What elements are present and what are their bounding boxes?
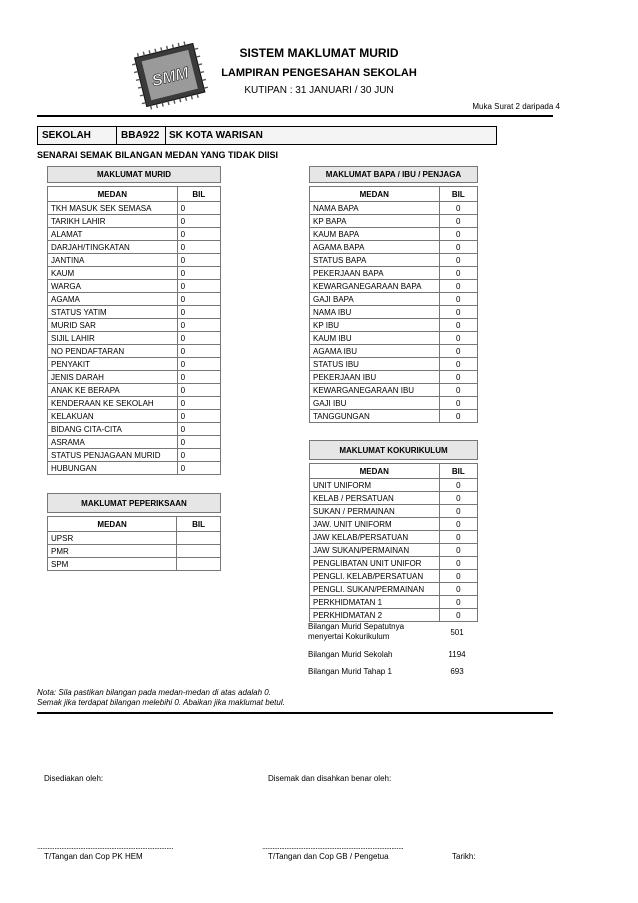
murid-row-medan: STATUS PENJAGAAN MURID — [48, 449, 178, 462]
bapa-row-bil: 0 — [439, 202, 477, 215]
murid-row-bil: 0 — [177, 384, 220, 397]
murid-row — [48, 202, 221, 215]
kokurikulum-row-medan: PERKHIDMATAN 2 — [310, 609, 440, 622]
peperiksaan-row-bil — [177, 545, 221, 558]
murid-row — [48, 423, 221, 436]
murid-row — [48, 215, 221, 228]
murid-row — [48, 254, 221, 267]
murid-row-medan: PENYAKIT — [48, 358, 178, 371]
murid-row-bil: 0 — [177, 267, 220, 280]
murid-row-medan: KENDERAAN KE SEKOLAH — [48, 397, 178, 410]
bapa-row-bil: 0 — [439, 293, 477, 306]
bapa-row-medan: AGAMA BAPA — [310, 241, 440, 254]
murid-row-bil: 0 — [177, 293, 220, 306]
kokurikulum-row — [310, 596, 478, 609]
kokurikulum-row-medan: PENGLIBATAN UNIT UNIFOR — [310, 557, 440, 570]
bapa-row — [310, 267, 478, 280]
summary-kokurikulum-label-2: menyertai Kokurikulum — [308, 632, 390, 641]
murid-row — [48, 267, 221, 280]
murid-row — [48, 449, 221, 462]
bapa-row-medan: STATUS BAPA — [310, 254, 440, 267]
murid-row-bil: 0 — [177, 319, 220, 332]
bapa-row-bil: 0 — [439, 267, 477, 280]
bapa-row — [310, 397, 478, 410]
bapa-row-medan: KP BAPA — [310, 215, 440, 228]
kokurikulum-row-bil: 0 — [439, 479, 477, 492]
murid-row-bil: 0 — [177, 397, 220, 410]
signature-label-left: T/Tangan dan Cop PK HEM — [44, 852, 143, 861]
kokurikulum-row-medan: JAW SUKAN/PERMAINAN — [310, 544, 440, 557]
kokurikulum-row — [310, 479, 478, 492]
note — [37, 688, 285, 708]
murid-row-bil: 0 — [177, 371, 220, 384]
bapa-row-medan: KP IBU — [310, 319, 440, 332]
murid-row-bil: 0 — [177, 215, 220, 228]
peperiksaan-col-bil: BIL — [177, 517, 221, 532]
peperiksaan-row-medan: PMR — [48, 545, 177, 558]
bapa-row-medan: GAJI IBU — [310, 397, 440, 410]
peperiksaan-row — [48, 558, 221, 571]
kokurikulum-row-medan: SUKAN / PERMAINAN — [310, 505, 440, 518]
kokurikulum-row-medan: JAW. UNIT UNIFORM — [310, 518, 440, 531]
murid-row — [48, 228, 221, 241]
murid-row-bil: 0 — [177, 228, 220, 241]
murid-row-medan: AGAMA — [48, 293, 178, 306]
murid-row-bil: 0 — [177, 306, 220, 319]
bapa-row — [310, 384, 478, 397]
bapa-row-medan: TANGGUNGAN — [310, 410, 440, 423]
kokurikulum-row-bil: 0 — [439, 518, 477, 531]
note-divider — [37, 712, 553, 714]
murid-row-bil: 0 — [177, 462, 220, 475]
bapa-row — [310, 215, 478, 228]
kokurikulum-row — [310, 531, 478, 544]
kokurikulum-row — [310, 557, 478, 570]
murid-row-medan: DARJAH/TINGKATAN — [48, 241, 178, 254]
bapa-row — [310, 202, 478, 215]
kokurikulum-row-medan: PENGLI. KELAB/PERSATUAN — [310, 570, 440, 583]
bapa-row-medan: PEKERJAAN BAPA — [310, 267, 440, 280]
murid-row-medan: WARGA — [48, 280, 178, 293]
murid-row — [48, 462, 221, 475]
murid-row-medan: HUBUNGAN — [48, 462, 178, 475]
murid-row — [48, 358, 221, 371]
bapa-table — [309, 166, 478, 423]
murid-row-medan: JENIS DARAH — [48, 371, 178, 384]
murid-row-bil: 0 — [177, 358, 220, 371]
summary-sekolah-label: Bilangan Murid Sekolah — [308, 650, 393, 659]
checklist-title: SENARAI SEMAK BILANGAN MEDAN YANG TIDAK DIISI — [37, 150, 279, 160]
bapa-row-bil: 0 — [439, 371, 477, 384]
bapa-row — [310, 319, 478, 332]
signature-line-right: .................................................................................. — [262, 842, 404, 851]
kokurikulum-row-medan: KELAB / PERSATUAN — [310, 492, 440, 505]
murid-row-bil: 0 — [177, 449, 220, 462]
murid-row-bil: 0 — [177, 345, 220, 358]
peperiksaan-row-medan: SPM — [48, 558, 177, 571]
kokurikulum-row-medan: PENGLI. SUKAN/PERMAINAN — [310, 583, 440, 596]
bapa-row-bil: 0 — [439, 306, 477, 319]
peperiksaan-row-medan: UPSR — [48, 532, 177, 545]
bapa-row-bil: 0 — [439, 215, 477, 228]
murid-row-medan: STATUS YATIM — [48, 306, 178, 319]
bapa-row-bil: 0 — [439, 358, 477, 371]
bapa-row-bil: 0 — [439, 384, 477, 397]
bapa-row-bil: 0 — [439, 241, 477, 254]
kokurikulum-row — [310, 544, 478, 557]
murid-row — [48, 293, 221, 306]
murid-row-medan: KELAKUAN — [48, 410, 178, 423]
murid-row — [48, 371, 221, 384]
logo-text: SMM — [150, 64, 191, 91]
kokurikulum-row — [310, 570, 478, 583]
murid-row-medan: BIDANG CITA-CITA — [48, 423, 178, 436]
bapa-row — [310, 293, 478, 306]
summary-kokurikulum-label-1: Bilangan Murid Sepatutnya — [308, 622, 405, 631]
murid-row-bil: 0 — [177, 241, 220, 254]
system-title: SISTEM MAKLUMAT MURID — [239, 46, 399, 60]
murid-col-bil: BIL — [177, 187, 220, 202]
kokurikulum-row-bil: 0 — [439, 583, 477, 596]
peperiksaan-row-bil — [177, 558, 221, 571]
kokurikulum-row-bil: 0 — [439, 570, 477, 583]
peperiksaan-row — [48, 545, 221, 558]
peperiksaan-row — [48, 532, 221, 545]
murid-col-medan: MEDAN — [48, 187, 178, 202]
murid-row-bil: 0 — [177, 423, 220, 436]
summary-sekolah-value: 1194 — [448, 650, 466, 659]
bapa-row-bil: 0 — [439, 332, 477, 345]
kokurikulum-col-medan: MEDAN — [310, 464, 440, 479]
murid-row — [48, 306, 221, 319]
murid-row-medan: MURID SAR — [48, 319, 178, 332]
murid-row-bil: 0 — [177, 254, 220, 267]
bapa-row — [310, 280, 478, 293]
bapa-row — [310, 228, 478, 241]
bapa-row-bil: 0 — [439, 228, 477, 241]
bapa-row — [310, 332, 478, 345]
note-line-1: Nota: Sila pastikan bilangan pada medan-medan di atas adalah 0. — [37, 688, 271, 697]
kokurikulum-row-bil: 0 — [439, 544, 477, 557]
murid-row-medan: KAUM — [48, 267, 178, 280]
kokurikulum-row — [310, 492, 478, 505]
bapa-table-title: MAKLUMAT BAPA / IBU / PENJAGA — [310, 167, 478, 183]
bapa-row-medan: KEWARGANEGARAAN IBU — [310, 384, 440, 397]
bapa-row-bil: 0 — [439, 397, 477, 410]
summary-tahap-label: Bilangan Murid Tahap 1 — [308, 667, 392, 676]
murid-row — [48, 319, 221, 332]
peperiksaan-table-title: MAKLUMAT PEPERIKSAAN — [48, 494, 221, 513]
date-label: Tarikh: — [452, 852, 476, 861]
murid-row — [48, 410, 221, 423]
murid-table — [47, 166, 221, 475]
murid-row-medan: TKH MASUK SEK SEMASA — [48, 202, 178, 215]
verified-by-label: Disemak dan disahkan benar oleh: — [268, 774, 392, 783]
kokurikulum-row-bil: 0 — [439, 596, 477, 609]
murid-row — [48, 384, 221, 397]
murid-table-title: MAKLUMAT MURID — [48, 167, 221, 183]
bapa-row-bil: 0 — [439, 345, 477, 358]
collection-period: KUTIPAN : 31 JANUARI / 30 JUN — [244, 85, 394, 96]
murid-row — [48, 397, 221, 410]
bapa-row — [310, 241, 478, 254]
bapa-row-medan: KEWARGANEGARAAN BAPA — [310, 280, 440, 293]
murid-row-bil: 0 — [177, 410, 220, 423]
murid-row-medan: JANTINA — [48, 254, 178, 267]
murid-row-bil: 0 — [177, 280, 220, 293]
bapa-row-medan: AGAMA IBU — [310, 345, 440, 358]
murid-row — [48, 436, 221, 449]
bapa-row — [310, 345, 478, 358]
bapa-row-medan: STATUS IBU — [310, 358, 440, 371]
bapa-row — [310, 254, 478, 267]
kokurikulum-row-medan: PERKHIDMATAN 1 — [310, 596, 440, 609]
document-subtitle: LAMPIRAN PENGESAHAN SEKOLAH — [221, 67, 417, 79]
bapa-row-medan: GAJI BAPA — [310, 293, 440, 306]
kokurikulum-col-bil: BIL — [439, 464, 477, 479]
bapa-row-medan: NAMA BAPA — [310, 202, 440, 215]
kokurikulum-row-medan: UNIT UNIFORM — [310, 479, 440, 492]
murid-row — [48, 241, 221, 254]
bapa-col-medan: MEDAN — [310, 187, 440, 202]
bapa-row-medan: PEKERJAAN IBU — [310, 371, 440, 384]
school-label: SEKOLAH — [42, 130, 91, 141]
peperiksaan-table — [47, 493, 221, 571]
murid-row-medan: SIJIL LAHIR — [48, 332, 178, 345]
bapa-row-medan: KAUM BAPA — [310, 228, 440, 241]
kokurikulum-table — [309, 440, 478, 622]
kokurikulum-row — [310, 583, 478, 596]
murid-row-bil: 0 — [177, 436, 220, 449]
bapa-row-medan: KAUM IBU — [310, 332, 440, 345]
school-name: SK KOTA WARISAN — [169, 130, 263, 141]
murid-row-medan: NO PENDAFTARAN — [48, 345, 178, 358]
kokurikulum-row-bil: 0 — [439, 505, 477, 518]
peperiksaan-col-medan: MEDAN — [48, 517, 177, 532]
bapa-row — [310, 371, 478, 384]
kokurikulum-row-bil: 0 — [439, 531, 477, 544]
kokurikulum-row — [310, 609, 478, 622]
kokurikulum-row-bil: 0 — [439, 492, 477, 505]
prepared-by-label: Disediakan oleh: — [44, 774, 104, 783]
kokurikulum-row-medan: JAW KELAB/PERSATUAN — [310, 531, 440, 544]
murid-row-medan: ASRAMA — [48, 436, 178, 449]
signature-label-right: T/Tangan dan Cop GB / Pengetua — [268, 852, 389, 861]
kokurikulum-row — [310, 505, 478, 518]
bapa-row-bil: 0 — [439, 319, 477, 332]
kokurikulum-row-bil: 0 — [439, 609, 477, 622]
murid-row-bil: 0 — [177, 202, 220, 215]
summary-kokurikulum-value: 501 — [450, 628, 464, 637]
school-code: BBA922 — [116, 127, 166, 144]
bapa-row-bil: 0 — [439, 254, 477, 267]
bapa-row-medan: NAMA IBU — [310, 306, 440, 319]
murid-row-medan: TARIKH LAHIR — [48, 215, 178, 228]
murid-row-bil: 0 — [177, 332, 220, 345]
kokurikulum-table-title: MAKLUMAT KOKURIKULUM — [310, 441, 478, 460]
murid-row — [48, 345, 221, 358]
kokurikulum-row — [310, 518, 478, 531]
bapa-row — [310, 358, 478, 371]
page-info: Muka Surat 2 daripada 4 — [472, 102, 560, 111]
bapa-row — [310, 306, 478, 319]
bapa-row-bil: 0 — [439, 410, 477, 423]
header-divider — [37, 115, 553, 117]
summary-tahap-value: 693 — [450, 667, 464, 676]
murid-row-medan: ALAMAT — [48, 228, 178, 241]
bapa-col-bil: BIL — [439, 187, 477, 202]
kokurikulum-row-bil: 0 — [439, 557, 477, 570]
note-line-2: Semak jika terdapat bilangan melebihi 0. Abaikan jika maklumat betul. — [37, 698, 285, 707]
bapa-row — [310, 410, 478, 423]
murid-row — [48, 280, 221, 293]
murid-row — [48, 332, 221, 345]
peperiksaan-row-bil — [177, 532, 221, 545]
school-bar — [37, 126, 497, 145]
bapa-row-bil: 0 — [439, 280, 477, 293]
signature-line-left: ............................................................................... — [37, 842, 174, 851]
murid-row-medan: ANAK KE BERAPA — [48, 384, 178, 397]
